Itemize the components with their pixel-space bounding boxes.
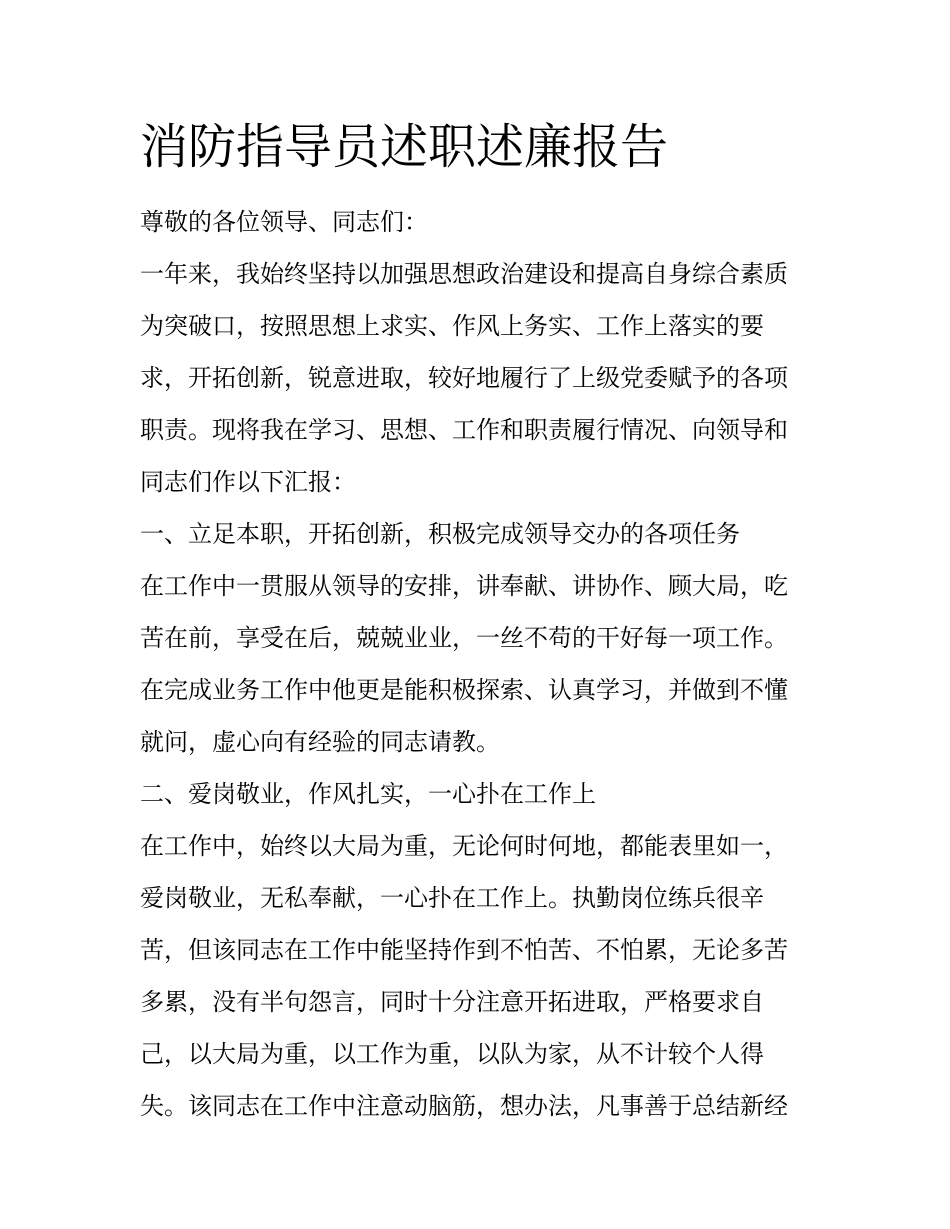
body-line: 失。该同志在工作中注意动脑筋，想办法，凡事善于总结新经 <box>140 1092 788 1120</box>
body-line: 职责。现将我在学习、思想、工作和职责履行情况、向领导和 <box>140 416 788 444</box>
body-line: 苦在前，享受在后，兢兢业业，一丝不苟的干好每一项工作。 <box>140 624 788 652</box>
body-line: 多累，没有半句怨言，同时十分注意开拓进取，严格要求自 <box>140 988 764 1016</box>
body-line: 己，以大局为重，以工作为重，以队为家，从不计较个人得 <box>140 1040 764 1068</box>
body-line: 同志们作以下汇报： <box>140 468 356 496</box>
body-line: 苦，但该同志在工作中能坚持作到不怕苦、不怕累，无论多苦 <box>140 936 788 964</box>
section-heading-1: 一、立足本职，开拓创新，积极完成领导交办的各项任务 <box>140 520 740 548</box>
body-line: 在工作中一贯服从领导的安排，讲奉献、讲协作、顾大局，吃 <box>140 572 788 600</box>
body-line: 一年来，我始终坚持以加强思想政治建设和提高自身综合素质 <box>140 260 788 288</box>
body-line: 爱岗敬业，无私奉献，一心扑在工作上。执勤岗位练兵很辛 <box>140 884 764 912</box>
body-line: 就问，虚心向有经验的同志请教。 <box>140 728 500 756</box>
body-line: 求，开拓创新，锐意进取，较好地履行了上级党委赋予的各项 <box>140 364 788 392</box>
document-title: 消防指导员述职述廉报告 <box>140 119 669 175</box>
salutation-line: 尊敬的各位领导、同志们： <box>140 208 428 236</box>
body-line: 在完成业务工作中他更是能积极探索、认真学习，并做到不懂 <box>140 676 788 704</box>
body-line: 为突破口，按照思想上求实、作风上务实、工作上落实的要 <box>140 312 764 340</box>
section-heading-2: 二、爱岗敬业，作风扎实，一心扑在工作上 <box>140 780 596 808</box>
body-line: 在工作中，始终以大局为重，无论何时何地，都能表里如一， <box>140 832 788 860</box>
